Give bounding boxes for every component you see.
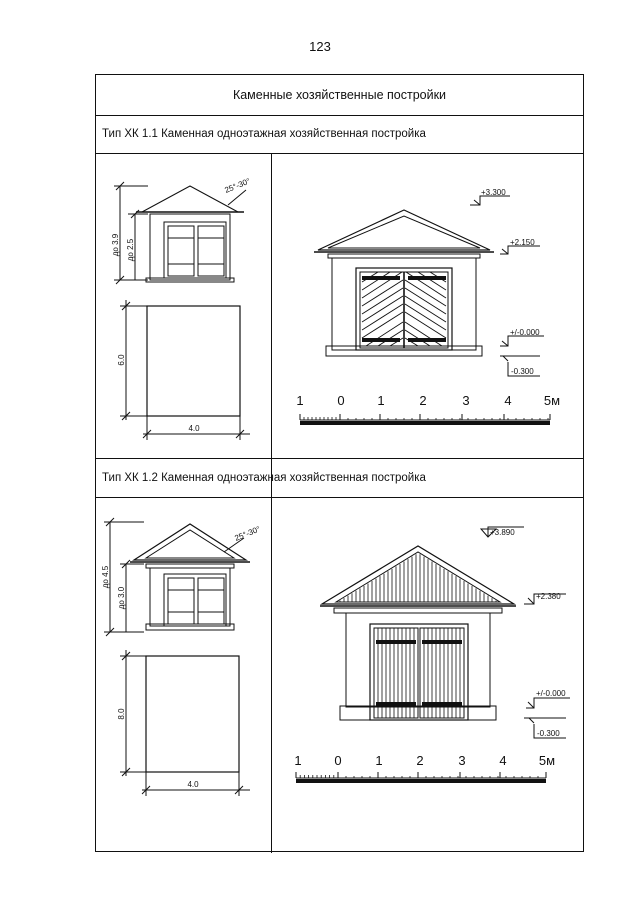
t2-height-total: до 4.5 [101, 565, 110, 589]
type-1-title: Тип ХК 1.1 Каменная одноэтажная хозяйственная постройка [96, 115, 583, 154]
page-number: 123 [309, 39, 331, 54]
t1-scale-tick: 1 [296, 393, 304, 408]
t2-scale-tick: 1 [294, 753, 302, 768]
t2-level-eaves: +2.380 [536, 592, 561, 601]
t2-depth: 8.0 [117, 708, 126, 720]
t1-level-top: +3.300 [481, 188, 506, 197]
t2-height-wall: до 3.0 [117, 586, 126, 610]
t1-scale-tick: 0 [337, 393, 345, 408]
t1-level-ground: -0.300 [511, 367, 534, 376]
t2-scale-tick: 3 [458, 753, 466, 768]
t1-scale-tick: 5м [543, 393, 561, 408]
t1-depth: 6.0 [117, 354, 126, 366]
t1-height-wall: до 2.5 [126, 238, 135, 262]
t2-scale-tick: 0 [334, 753, 342, 768]
t1-scale-tick: 3 [462, 393, 470, 408]
t1-height-total: до 3.9 [111, 233, 120, 257]
t2-angle: 25°-30° [233, 524, 262, 543]
t2-scale-tick: 5м [538, 753, 556, 768]
t1-level-zero: +/-0.000 [510, 328, 540, 337]
type-2-title: Тип ХК 1.2 Каменная одноэтажная хозяйственная постройка [96, 458, 583, 498]
t1-scale-tick: 4 [504, 393, 512, 408]
t2-scale-tick: 4 [499, 753, 507, 768]
t1-scale-tick: 2 [419, 393, 427, 408]
t1-width: 4.0 [188, 424, 200, 433]
t2-level-ground: -0.300 [537, 729, 560, 738]
t1-scale-tick: 1 [377, 393, 385, 408]
t1-angle: 25°-30° [223, 176, 252, 195]
t2-scale-tick: 1 [375, 753, 383, 768]
table-title: Каменные хозяйственные постройки [96, 75, 583, 116]
t2-scale-tick: 2 [416, 753, 424, 768]
t2-level-top: +3.890 [490, 528, 515, 537]
t1-level-eaves: +2.150 [510, 238, 535, 247]
t2-level-zero: +/-0.000 [536, 689, 566, 698]
t2-width: 4.0 [187, 780, 199, 789]
